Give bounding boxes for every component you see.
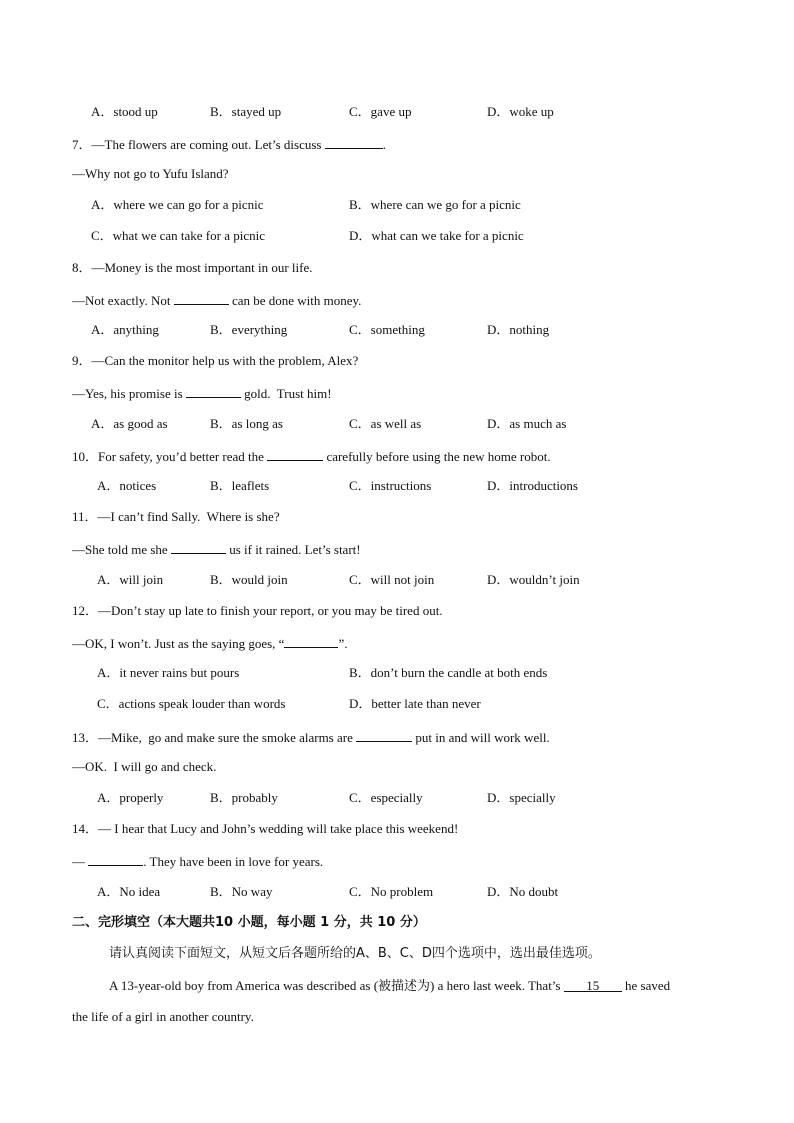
q8-option-d[interactable]: D．nothing [487,322,550,337]
q11-option-c[interactable]: C．will not join [349,572,435,587]
paragraph-text-end: he saved [621,978,671,993]
section2-instruction: 请认真阅读下面短文，从短文后各题所给的A、B、C、D四个选项中，选出最佳选项。 [109,946,601,961]
q12-reply [72,633,347,653]
q7-option-c[interactable]: C．what we can take for a picnic [91,228,265,243]
q6-option-d[interactable]: D．woke up [487,104,554,119]
q9-option-b[interactable]: B．as long as [210,416,283,431]
q8-reply [72,290,361,310]
q12-option-a[interactable]: A．it never rains but pours [97,665,240,680]
q10-stem [72,446,551,466]
q8-stem: 8．—Money is the most important in our life. [72,260,313,275]
q12-reply-text: —OK, I won’t. Just as the saying goes, “ [72,636,285,651]
q6-option-a[interactable]: A．stood up [91,104,158,119]
q11-reply-end: us if it rained. Let’s start! [225,542,361,557]
section2-paragraph-line1 [109,977,670,995]
q13-option-a[interactable]: A．properly [97,790,164,805]
q14-reply [72,851,323,871]
cloze-blank-15: 15 [564,977,622,992]
q11-option-b[interactable]: B．would join [210,572,288,587]
q7-stem-end: . [382,137,386,152]
q11-reply-text: —She told me she [72,542,171,557]
paragraph-text: A 13-year-old boy from America was described as (被描述为) a hero last week. That’s [109,978,564,993]
q7-stem-text: 7．—The flowers are coming out. Let’s discuss [72,137,325,152]
q14-reply-end: . They have been in love for years. [143,854,324,869]
q12-reply-end: ”. [338,636,348,651]
q14-option-a[interactable]: A．No idea [97,884,161,899]
q7-reply: —Why not go to Yufu Island? [72,166,229,181]
q11-reply [72,539,361,559]
q13-blank [356,727,412,742]
q8-reply-text: —Not exactly. Not [72,293,174,308]
q14-blank [88,851,143,866]
q9-reply [72,383,332,403]
q7-stem [72,134,386,154]
q14-option-c[interactable]: C．No problem [349,884,434,899]
q8-option-b[interactable]: B．everything [210,322,288,337]
q10-stem-text: 10．For safety, you’d better read the [72,449,268,464]
q7-option-a[interactable]: A．where we can go for a picnic [91,197,264,212]
q6-option-b[interactable]: B．stayed up [210,104,282,119]
q9-option-c[interactable]: C．as well as [349,416,422,431]
q13-option-d[interactable]: D．specially [487,790,556,805]
q13-stem-text: 13．—Mike, go and make sure the smoke alarms are [72,730,357,745]
q9-option-d[interactable]: D．as much as [487,416,567,431]
q8-blank [174,290,229,305]
section2-title: 二、完形填空（本大题共10 小题，每小题 1 分，共 10 分） [72,915,426,930]
q9-reply-end: gold. Trust him! [240,386,332,401]
q10-blank [267,446,323,461]
q10-option-c[interactable]: C．instructions [349,478,432,493]
q9-option-a[interactable]: A．as good as [91,416,168,431]
q13-stem [72,727,550,747]
q12-blank [284,633,338,648]
q10-option-b[interactable]: B．leaflets [210,478,270,493]
q11-blank [171,539,226,554]
q8-option-a[interactable]: A．anything [91,322,159,337]
q11-option-d[interactable]: D．wouldn’t join [487,572,580,587]
q8-reply-end: can be done with money. [228,293,362,308]
q14-option-d[interactable]: D．No doubt [487,884,559,899]
q12-option-c[interactable]: C．actions speak louder than words [97,696,286,711]
q9-reply-text: —Yes, his promise is [72,386,186,401]
q8-option-c[interactable]: C．something [349,322,425,337]
q13-stem-end: put in and will work well. [412,730,550,745]
section2-paragraph-line2: the life of a girl in another country. [72,1009,254,1024]
q7-option-d[interactable]: D．what can we take for a picnic [349,228,524,243]
q14-stem: 14．— I hear that Lucy and John’s wedding will take place this weekend! [72,821,459,836]
q9-blank [186,383,241,398]
q14-option-b[interactable]: B．No way [210,884,273,899]
q6-option-c[interactable]: C．gave up [349,104,412,119]
q9-stem: 9．—Can the monitor help us with the problem, Alex? [72,353,359,368]
q14-reply-text: — [72,854,89,869]
q10-stem-end: carefully before using the new home robot. [323,449,551,464]
q13-option-b[interactable]: B．probably [210,790,278,805]
q7-option-b[interactable]: B．where can we go for a picnic [349,197,521,212]
q12-option-d[interactable]: D．better late than never [349,696,481,711]
q11-option-a[interactable]: A．will join [97,572,164,587]
q13-option-c[interactable]: C．especially [349,790,423,805]
q10-option-a[interactable]: A．notices [97,478,157,493]
q13-reply: —OK. I will go and check. [72,759,217,774]
q12-option-b[interactable]: B．don’t burn the candle at both ends [349,665,548,680]
q10-option-d[interactable]: D．introductions [487,478,578,493]
q12-stem: 12．—Don’t stay up late to finish your report, or you may be tired out. [72,603,443,618]
q7-blank [325,134,383,149]
q11-stem: 11．—I can’t find Sally. Where is she? [72,509,280,524]
